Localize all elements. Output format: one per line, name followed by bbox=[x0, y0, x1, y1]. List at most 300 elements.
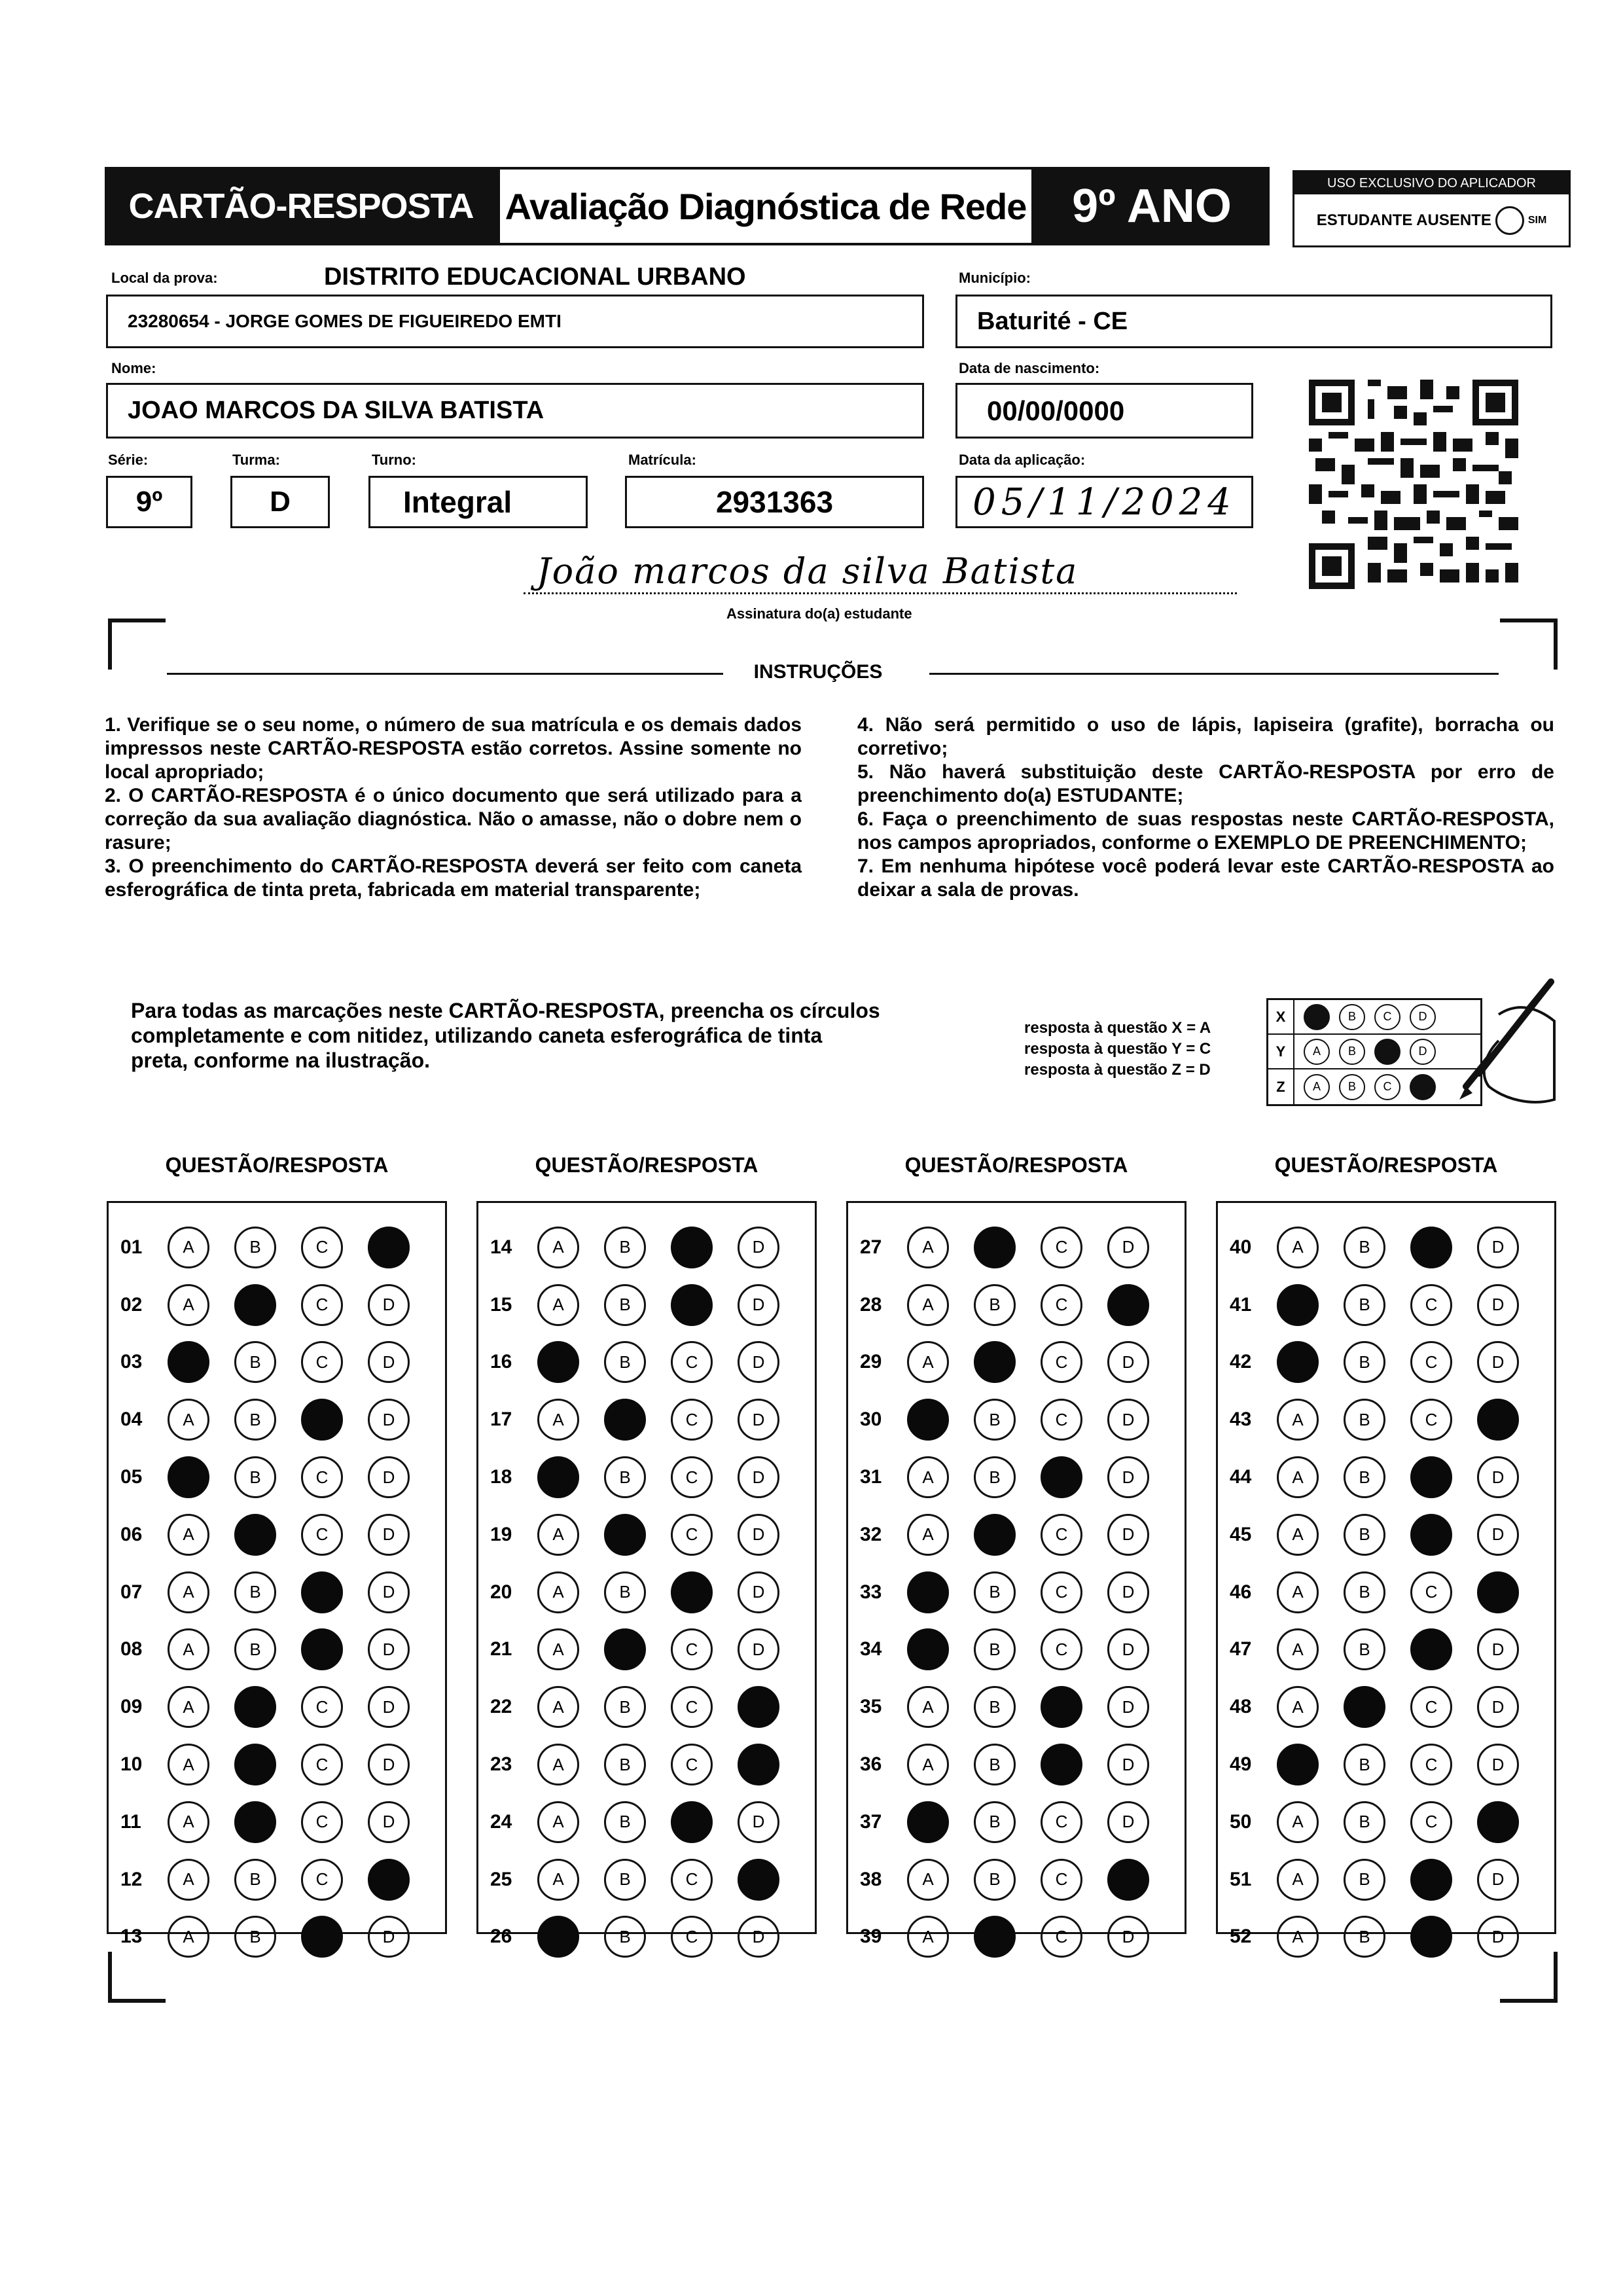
answer-bubble-a[interactable]: A bbox=[907, 1571, 949, 1613]
corner-mark-top-right bbox=[1499, 619, 1558, 671]
question-number: 52 bbox=[1230, 1926, 1252, 1948]
aplicacao-label: Data da aplicação: bbox=[959, 452, 1086, 468]
answer-bubble-b[interactable]: B bbox=[1344, 1628, 1385, 1670]
answer-bubble-c[interactable]: C bbox=[671, 1514, 713, 1556]
answer-bubble-a[interactable]: A bbox=[537, 1514, 579, 1556]
question-row bbox=[109, 1851, 445, 1909]
answer-bubble-c[interactable]: C bbox=[1041, 1801, 1082, 1843]
answer-bubble-b[interactable]: B bbox=[1344, 1341, 1385, 1383]
question-number: 44 bbox=[1230, 1466, 1252, 1488]
answer-bubble-d[interactable]: D bbox=[738, 1801, 779, 1843]
answer-bubble-d[interactable]: D bbox=[1477, 1227, 1519, 1268]
instruction-item: 4. Não será permitido o uso de lápis, lapiseira (grafite), borracha ou corretivo; bbox=[857, 714, 1554, 759]
question-number: 36 bbox=[860, 1753, 882, 1776]
answer-bubble-b[interactable]: B bbox=[234, 1628, 276, 1670]
question-row bbox=[848, 1851, 1185, 1909]
serie-field bbox=[106, 476, 192, 528]
question-number: 10 bbox=[120, 1753, 143, 1776]
answer-bubble-c[interactable]: C bbox=[1041, 1628, 1082, 1670]
answer-bubble-d[interactable]: D bbox=[368, 1916, 410, 1958]
question-number: 46 bbox=[1230, 1581, 1252, 1603]
answer-bubble-b[interactable]: B bbox=[1344, 1686, 1385, 1728]
answer-bubble-a[interactable]: A bbox=[1277, 1456, 1319, 1498]
answer-bubble-c[interactable]: C bbox=[301, 1628, 343, 1670]
question-row bbox=[109, 1334, 445, 1391]
answer-bubble-d[interactable]: D bbox=[1477, 1628, 1519, 1670]
answer-bubble-b[interactable]: B bbox=[234, 1859, 276, 1901]
answer-bubble-d[interactable]: D bbox=[738, 1916, 779, 1958]
answer-bubble-d[interactable]: D bbox=[1107, 1744, 1149, 1785]
column-title-4: QUESTÃO/RESPOSTA bbox=[1274, 1153, 1498, 1177]
question-row bbox=[109, 1276, 445, 1334]
answer-bubble-b[interactable]: B bbox=[604, 1227, 646, 1268]
answer-bubble-d[interactable]: D bbox=[368, 1341, 410, 1383]
answer-bubble-b[interactable]: B bbox=[1344, 1859, 1385, 1901]
answer-bubble-d[interactable]: D bbox=[368, 1628, 410, 1670]
answer-bubble-a[interactable]: A bbox=[907, 1628, 949, 1670]
question-number: 49 bbox=[1230, 1753, 1252, 1776]
answer-bubble-d[interactable]: D bbox=[738, 1628, 779, 1670]
local-label: Local da prova: bbox=[111, 270, 218, 286]
answer-bubble-d[interactable]: D bbox=[738, 1456, 779, 1498]
answer-bubble-d[interactable]: D bbox=[1107, 1399, 1149, 1441]
aplicacao-field bbox=[955, 476, 1253, 528]
answer-bubble-a[interactable]: A bbox=[537, 1399, 579, 1441]
answer-bubble-d[interactable]: D bbox=[1477, 1514, 1519, 1556]
question-row bbox=[109, 1621, 445, 1679]
answer-bubble-d[interactable]: D bbox=[738, 1744, 779, 1785]
answer-bubble-a[interactable]: A bbox=[168, 1456, 209, 1498]
answer-bubble-c[interactable]: C bbox=[301, 1341, 343, 1383]
answer-bubble-b[interactable]: B bbox=[974, 1686, 1016, 1728]
answer-bubble-c[interactable]: C bbox=[1041, 1744, 1082, 1785]
answer-bubble-a[interactable]: A bbox=[907, 1916, 949, 1958]
instruction-item: 3. O preenchimento do CARTÃO-RESPOSTA deverá ser feito com caneta esferográfica de tinta preta, fabricada em material transparente; bbox=[105, 855, 802, 901]
answer-bubble-c[interactable]: C bbox=[671, 1859, 713, 1901]
answer-bubble-b[interactable]: B bbox=[974, 1341, 1016, 1383]
answer-bubble-a[interactable]: A bbox=[537, 1628, 579, 1670]
answer-bubble-c[interactable]: C bbox=[301, 1571, 343, 1613]
school-field bbox=[106, 295, 924, 348]
answer-bubble-a[interactable]: A bbox=[1277, 1859, 1319, 1901]
instructions-right bbox=[857, 713, 1554, 902]
answer-bubble-c[interactable]: C bbox=[671, 1456, 713, 1498]
answer-bubble-b[interactable]: B bbox=[604, 1571, 646, 1613]
answer-bubble-c[interactable]: C bbox=[1410, 1916, 1452, 1958]
answer-bubble-c[interactable]: C bbox=[1041, 1859, 1082, 1901]
answer-bubble-a[interactable]: A bbox=[1277, 1514, 1319, 1556]
answer-bubble-c[interactable]: C bbox=[1041, 1341, 1082, 1383]
answer-bubble-d[interactable]: D bbox=[1107, 1801, 1149, 1843]
instructions-left bbox=[105, 713, 802, 902]
answer-bubble-a[interactable]: A bbox=[168, 1916, 209, 1958]
answer-bubble-b[interactable]: B bbox=[974, 1284, 1016, 1326]
answer-bubble-c[interactable]: C bbox=[1410, 1514, 1452, 1556]
answer-bubble-a[interactable]: A bbox=[907, 1456, 949, 1498]
answer-bubble-d[interactable]: D bbox=[1107, 1859, 1149, 1901]
answer-bubble-a[interactable]: A bbox=[168, 1571, 209, 1613]
question-row bbox=[478, 1621, 815, 1679]
question-row bbox=[109, 1391, 445, 1448]
question-number: 51 bbox=[1230, 1868, 1252, 1890]
answer-bubble-b[interactable]: B bbox=[604, 1399, 646, 1441]
question-number: 03 bbox=[120, 1351, 143, 1373]
answer-bubble-a[interactable]: A bbox=[1277, 1801, 1319, 1843]
answer-bubble-b[interactable]: B bbox=[234, 1686, 276, 1728]
question-row bbox=[109, 1678, 445, 1736]
answer-bubble-d[interactable]: D bbox=[1477, 1456, 1519, 1498]
answer-bubble-d[interactable]: D bbox=[368, 1456, 410, 1498]
answer-bubble-d[interactable]: D bbox=[1477, 1571, 1519, 1613]
answer-bubble-c[interactable]: C bbox=[301, 1686, 343, 1728]
answer-bubble-c[interactable]: C bbox=[301, 1859, 343, 1901]
answer-bubble-d[interactable]: D bbox=[1107, 1916, 1149, 1958]
answer-bubble-c[interactable]: C bbox=[671, 1744, 713, 1785]
municipio-field bbox=[955, 295, 1552, 348]
answer-bubble-d[interactable]: D bbox=[368, 1859, 410, 1901]
answer-bubble-b[interactable]: B bbox=[234, 1916, 276, 1958]
answer-bubble-c[interactable]: C bbox=[301, 1744, 343, 1785]
answer-bubble-c[interactable]: C bbox=[1410, 1801, 1452, 1843]
question-number: 38 bbox=[860, 1868, 882, 1890]
answer-bubble-b[interactable]: B bbox=[1344, 1571, 1385, 1613]
answer-bubble-c[interactable]: C bbox=[1410, 1744, 1452, 1785]
question-number: 45 bbox=[1230, 1523, 1252, 1545]
column-title-2: QUESTÃO/RESPOSTA bbox=[535, 1153, 758, 1177]
answer-column-4 bbox=[1216, 1201, 1556, 1948]
answer-bubble-d[interactable]: D bbox=[1107, 1514, 1149, 1556]
question-row bbox=[848, 1678, 1185, 1736]
answer-bubble-c[interactable]: C bbox=[671, 1284, 713, 1326]
school-value: 23280654 - JORGE GOMES DE FIGUEIREDO EMTI bbox=[128, 311, 562, 331]
answer-bubble-d[interactable]: D bbox=[368, 1284, 410, 1326]
answer-bubble-a[interactable]: A bbox=[1277, 1341, 1319, 1383]
answer-bubble-d[interactable]: D bbox=[738, 1686, 779, 1728]
answer-bubble-d[interactable]: D bbox=[1107, 1686, 1149, 1728]
answer-bubble-b[interactable]: B bbox=[604, 1628, 646, 1670]
question-row bbox=[1218, 1564, 1554, 1621]
turno-label: Turno: bbox=[372, 452, 417, 468]
answer-bubble-d[interactable]: D bbox=[1477, 1801, 1519, 1843]
grade-badge: 9º ANO bbox=[1034, 167, 1270, 245]
answer-bubble-a[interactable]: A bbox=[1277, 1284, 1319, 1326]
question-row bbox=[1218, 1678, 1554, 1736]
answer-bubble-a[interactable]: A bbox=[907, 1686, 949, 1728]
answer-bubble-a[interactable]: A bbox=[1277, 1399, 1319, 1441]
answer-bubble-b[interactable]: B bbox=[604, 1801, 646, 1843]
answer-bubble-d[interactable]: D bbox=[1477, 1916, 1519, 1958]
answer-bubble-a[interactable]: A bbox=[907, 1514, 949, 1556]
question-row bbox=[109, 1506, 445, 1564]
answer-bubble-b[interactable]: B bbox=[1344, 1744, 1385, 1785]
answer-bubble-c[interactable]: C bbox=[1041, 1916, 1082, 1958]
answer-bubble-c[interactable]: C bbox=[671, 1399, 713, 1441]
question-number: 50 bbox=[1230, 1810, 1252, 1833]
answer-bubble-a[interactable]: A bbox=[537, 1916, 579, 1958]
question-number: 39 bbox=[860, 1926, 882, 1948]
nascimento-value: 00/00/0000 bbox=[987, 395, 1125, 426]
answer-bubble-b[interactable]: B bbox=[604, 1341, 646, 1383]
answer-bubble-d[interactable]: D bbox=[368, 1227, 410, 1268]
answer-bubble-a[interactable]: A bbox=[537, 1744, 579, 1785]
answer-bubble-c[interactable]: C bbox=[301, 1456, 343, 1498]
answer-bubble-c[interactable]: C bbox=[1041, 1227, 1082, 1268]
question-row bbox=[1218, 1621, 1554, 1679]
answer-bubble-d[interactable]: D bbox=[738, 1399, 779, 1441]
answer-bubble-b[interactable]: B bbox=[1344, 1514, 1385, 1556]
answer-bubble-c[interactable]: C bbox=[1041, 1284, 1082, 1326]
answer-bubble-d[interactable]: D bbox=[368, 1686, 410, 1728]
answer-bubble-a[interactable]: A bbox=[907, 1801, 949, 1843]
answer-bubble-b[interactable]: B bbox=[234, 1456, 276, 1498]
answer-bubble-b[interactable]: B bbox=[974, 1628, 1016, 1670]
local-value: DISTRITO EDUCACIONAL URBANO bbox=[324, 263, 746, 291]
question-row bbox=[109, 1736, 445, 1793]
answer-bubble-a[interactable]: A bbox=[537, 1227, 579, 1268]
instructions-rule-left bbox=[167, 673, 723, 675]
answer-bubble-c[interactable]: C bbox=[671, 1916, 713, 1958]
answer-bubble-b[interactable]: B bbox=[974, 1227, 1016, 1268]
answer-bubble-c[interactable]: C bbox=[1410, 1284, 1452, 1326]
question-number: 06 bbox=[120, 1523, 143, 1545]
answer-bubble-b[interactable]: B bbox=[1344, 1399, 1385, 1441]
answer-bubble-b[interactable]: B bbox=[234, 1341, 276, 1383]
answer-bubble-b[interactable]: B bbox=[974, 1801, 1016, 1843]
answer-bubble-a[interactable]: A bbox=[168, 1514, 209, 1556]
question-number: 15 bbox=[490, 1293, 512, 1316]
answer-bubble-d[interactable]: D bbox=[1107, 1571, 1149, 1613]
answer-bubble-d[interactable]: D bbox=[1107, 1341, 1149, 1383]
answer-bubble-b[interactable]: B bbox=[604, 1686, 646, 1728]
example-bubble-a: A bbox=[1304, 1074, 1330, 1100]
answer-bubble-c[interactable]: C bbox=[671, 1341, 713, 1383]
aplicacao-value: 05/11/2024 bbox=[972, 480, 1236, 524]
answer-bubble-c[interactable]: C bbox=[1041, 1686, 1082, 1728]
answer-bubble-d[interactable]: D bbox=[368, 1571, 410, 1613]
answer-bubble-c[interactable]: C bbox=[671, 1628, 713, 1670]
question-number: 05 bbox=[120, 1466, 143, 1488]
answer-bubble-c[interactable]: C bbox=[301, 1284, 343, 1326]
answer-bubble-a[interactable]: A bbox=[1277, 1628, 1319, 1670]
question-row bbox=[848, 1621, 1185, 1679]
question-row bbox=[1218, 1391, 1554, 1448]
ausente-bubble[interactable] bbox=[1495, 206, 1524, 235]
question-row bbox=[478, 1678, 815, 1736]
answer-bubble-a[interactable]: A bbox=[168, 1399, 209, 1441]
answer-bubble-d[interactable]: D bbox=[1107, 1456, 1149, 1498]
answer-bubble-d[interactable]: D bbox=[368, 1744, 410, 1785]
answer-bubble-a[interactable]: A bbox=[907, 1341, 949, 1383]
answer-bubble-c[interactable]: C bbox=[1041, 1571, 1082, 1613]
question-row bbox=[109, 1448, 445, 1506]
answer-bubble-b[interactable]: B bbox=[234, 1744, 276, 1785]
answer-bubble-b[interactable]: B bbox=[1344, 1284, 1385, 1326]
answer-bubble-d[interactable]: D bbox=[738, 1571, 779, 1613]
answer-bubble-a[interactable]: A bbox=[537, 1801, 579, 1843]
answer-bubble-b[interactable]: B bbox=[604, 1514, 646, 1556]
question-number: 14 bbox=[490, 1236, 512, 1258]
answer-bubble-c[interactable]: C bbox=[1410, 1859, 1452, 1901]
answer-bubble-b[interactable]: B bbox=[1344, 1801, 1385, 1843]
answer-bubble-c[interactable]: C bbox=[671, 1686, 713, 1728]
answer-column-3 bbox=[846, 1201, 1186, 1948]
answer-bubble-b[interactable]: B bbox=[604, 1916, 646, 1958]
answer-bubble-a[interactable]: A bbox=[907, 1744, 949, 1785]
answer-bubble-c[interactable]: C bbox=[301, 1916, 343, 1958]
serie-value: 9º bbox=[135, 486, 163, 518]
answer-bubble-c[interactable]: C bbox=[1041, 1514, 1082, 1556]
answer-bubble-b[interactable]: B bbox=[234, 1571, 276, 1613]
answer-bubble-d[interactable]: D bbox=[1477, 1744, 1519, 1785]
answer-bubble-a[interactable]: A bbox=[168, 1744, 209, 1785]
answer-bubble-c[interactable]: C bbox=[1410, 1571, 1452, 1613]
answer-bubble-b[interactable]: B bbox=[974, 1571, 1016, 1613]
answer-bubble-c[interactable]: C bbox=[301, 1801, 343, 1843]
answer-bubble-d[interactable]: D bbox=[738, 1859, 779, 1901]
answer-bubble-d[interactable]: D bbox=[1477, 1399, 1519, 1441]
answer-bubble-a[interactable]: A bbox=[168, 1686, 209, 1728]
answer-bubble-b[interactable]: B bbox=[604, 1284, 646, 1326]
answer-bubble-c[interactable]: C bbox=[1410, 1341, 1452, 1383]
answer-bubble-a[interactable]: A bbox=[168, 1801, 209, 1843]
answer-bubble-c[interactable]: C bbox=[1410, 1686, 1452, 1728]
answer-bubble-d[interactable]: D bbox=[1477, 1859, 1519, 1901]
answer-bubble-d[interactable]: D bbox=[738, 1341, 779, 1383]
qr-code-icon bbox=[1309, 380, 1518, 589]
instruction-item: 5. Não haverá substituição deste CARTÃO-RESPOSTA por erro de preenchimento do(a) ESTUDANTE; bbox=[857, 761, 1554, 806]
answer-bubble-c[interactable]: C bbox=[1410, 1456, 1452, 1498]
matricula-field bbox=[625, 476, 924, 528]
question-row bbox=[848, 1506, 1185, 1564]
question-row bbox=[1218, 1448, 1554, 1506]
answer-bubble-d[interactable]: D bbox=[1477, 1341, 1519, 1383]
answer-bubble-a[interactable]: A bbox=[537, 1859, 579, 1901]
student-signature: João marcos da silva Batista bbox=[524, 548, 1237, 594]
answer-bubble-a[interactable]: A bbox=[907, 1227, 949, 1268]
question-row bbox=[1218, 1219, 1554, 1276]
answer-bubble-b[interactable]: B bbox=[974, 1744, 1016, 1785]
answer-bubble-c[interactable]: C bbox=[671, 1571, 713, 1613]
question-row bbox=[109, 1219, 445, 1276]
answer-bubble-d[interactable]: D bbox=[738, 1227, 779, 1268]
answer-bubble-a[interactable]: A bbox=[537, 1686, 579, 1728]
answer-bubble-a[interactable]: A bbox=[1277, 1686, 1319, 1728]
question-row bbox=[848, 1564, 1185, 1621]
answer-bubble-d[interactable]: D bbox=[1477, 1686, 1519, 1728]
card-subtitle: Avaliação Diagnóstica de Rede bbox=[497, 167, 1034, 245]
question-number: 17 bbox=[490, 1408, 512, 1431]
question-number: 48 bbox=[1230, 1696, 1252, 1718]
ausente-label: ESTUDANTE AUSENTE bbox=[1316, 211, 1491, 229]
answer-bubble-a[interactable]: A bbox=[168, 1227, 209, 1268]
instruction-item: 2. O CARTÃO-RESPOSTA é o único documento que será utilizado para a correção da sua avaliação diagnóstica. Não o amasse, não o dobre nem o rasure; bbox=[105, 785, 802, 853]
answer-bubble-d[interactable]: D bbox=[1107, 1284, 1149, 1326]
answer-bubble-b[interactable]: B bbox=[234, 1227, 276, 1268]
answer-bubble-a[interactable]: A bbox=[1277, 1744, 1319, 1785]
answer-bubble-c[interactable]: C bbox=[1410, 1628, 1452, 1670]
answer-bubble-a[interactable]: A bbox=[537, 1284, 579, 1326]
answer-bubble-a[interactable]: A bbox=[1277, 1916, 1319, 1958]
hand-pen-icon bbox=[1427, 975, 1558, 1113]
question-row bbox=[109, 1909, 445, 1966]
answer-bubble-a[interactable]: A bbox=[168, 1341, 209, 1383]
question-row bbox=[478, 1851, 815, 1909]
municipio-value: Baturité - CE bbox=[977, 307, 1128, 335]
nascimento-label: Data de nascimento: bbox=[959, 360, 1100, 376]
question-row bbox=[848, 1793, 1185, 1851]
answer-bubble-d[interactable]: D bbox=[738, 1284, 779, 1326]
answer-bubble-b[interactable]: B bbox=[234, 1399, 276, 1441]
answer-bubble-b[interactable]: B bbox=[974, 1514, 1016, 1556]
answer-bubble-d[interactable]: D bbox=[368, 1514, 410, 1556]
answer-bubble-b[interactable]: B bbox=[1344, 1227, 1385, 1268]
question-number: 31 bbox=[860, 1466, 882, 1488]
example-row-letter: X bbox=[1268, 1000, 1294, 1033]
answer-bubble-b[interactable]: B bbox=[1344, 1916, 1385, 1958]
answer-bubble-a[interactable]: A bbox=[168, 1284, 209, 1326]
answer-bubble-b[interactable]: B bbox=[1344, 1456, 1385, 1498]
answer-bubble-c[interactable]: C bbox=[1410, 1399, 1452, 1441]
answer-bubble-d[interactable]: D bbox=[368, 1801, 410, 1843]
answer-bubble-d[interactable]: D bbox=[1477, 1284, 1519, 1326]
answer-bubble-c[interactable]: C bbox=[1041, 1399, 1082, 1441]
answer-bubble-b[interactable]: B bbox=[604, 1456, 646, 1498]
question-number: 37 bbox=[860, 1810, 882, 1833]
question-row bbox=[1218, 1276, 1554, 1334]
answer-bubble-b[interactable]: B bbox=[974, 1456, 1016, 1498]
answer-bubble-a[interactable]: A bbox=[907, 1284, 949, 1326]
answer-bubble-b[interactable]: B bbox=[974, 1399, 1016, 1441]
answer-bubble-b[interactable]: B bbox=[974, 1859, 1016, 1901]
answer-bubble-a[interactable]: A bbox=[168, 1628, 209, 1670]
answer-bubble-d[interactable]: D bbox=[1107, 1628, 1149, 1670]
answer-bubble-a[interactable]: A bbox=[537, 1571, 579, 1613]
answer-bubble-a[interactable]: A bbox=[907, 1859, 949, 1901]
answer-bubble-c[interactable]: C bbox=[301, 1227, 343, 1268]
answer-bubble-a[interactable]: A bbox=[168, 1859, 209, 1901]
answer-bubble-b[interactable]: B bbox=[234, 1284, 276, 1326]
turno-field bbox=[368, 476, 588, 528]
answer-bubble-b[interactable]: B bbox=[234, 1801, 276, 1843]
answer-bubble-a[interactable]: A bbox=[1277, 1227, 1319, 1268]
answer-bubble-d[interactable]: D bbox=[1107, 1227, 1149, 1268]
answer-bubble-c[interactable]: C bbox=[671, 1227, 713, 1268]
question-number: 27 bbox=[860, 1236, 882, 1258]
answer-bubble-c[interactable]: C bbox=[1041, 1456, 1082, 1498]
answer-bubble-b[interactable]: B bbox=[604, 1744, 646, 1785]
nome-value: JOAO MARCOS DA SILVA BATISTA bbox=[128, 397, 544, 424]
question-row bbox=[1218, 1736, 1554, 1793]
matricula-value: 2931363 bbox=[715, 485, 834, 519]
question-row bbox=[848, 1219, 1185, 1276]
answer-bubble-c[interactable]: C bbox=[671, 1801, 713, 1843]
answer-bubble-d[interactable]: D bbox=[738, 1514, 779, 1556]
answer-bubble-a[interactable]: A bbox=[1277, 1571, 1319, 1613]
question-number: 42 bbox=[1230, 1351, 1252, 1373]
answer-bubble-b[interactable]: B bbox=[974, 1916, 1016, 1958]
answer-bubble-b[interactable]: B bbox=[604, 1859, 646, 1901]
answer-bubble-d[interactable]: D bbox=[368, 1399, 410, 1441]
answer-bubble-a[interactable]: A bbox=[537, 1341, 579, 1383]
answer-bubble-c[interactable]: C bbox=[301, 1399, 343, 1441]
answer-bubble-a[interactable]: A bbox=[907, 1399, 949, 1441]
answer-bubble-c[interactable]: C bbox=[1410, 1227, 1452, 1268]
example-bubble-b: B bbox=[1339, 1074, 1365, 1100]
answer-bubble-a[interactable]: A bbox=[537, 1456, 579, 1498]
answer-bubble-c[interactable]: C bbox=[301, 1514, 343, 1556]
question-row bbox=[478, 1276, 815, 1334]
answer-bubble-b[interactable]: B bbox=[234, 1514, 276, 1556]
